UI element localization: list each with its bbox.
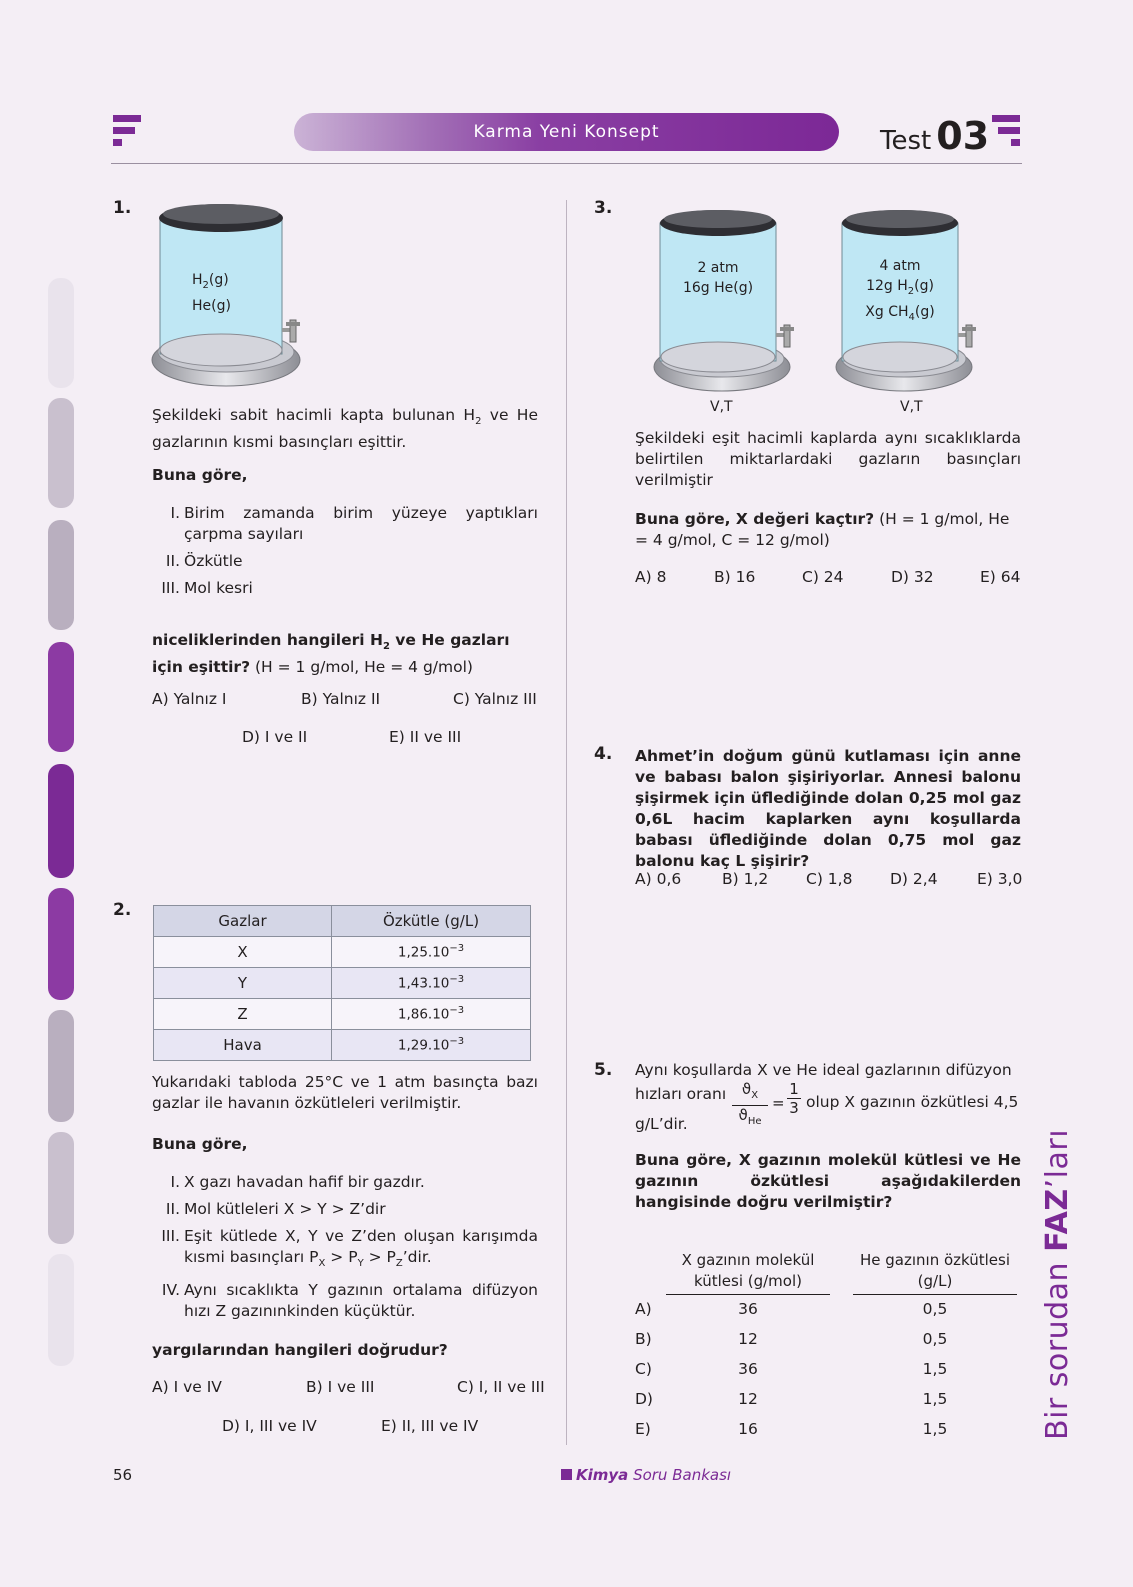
q2-item-2: Mol kütleleri X > Y > Z’dir (184, 1200, 386, 1218)
q5-number: 5. (594, 1060, 613, 1080)
q5-option-e[interactable]: E) 16 1,5 (635, 1420, 948, 1438)
q5-option-table (635, 1300, 1017, 1450)
q4-option-c[interactable]: C) 1,8 (806, 870, 853, 888)
q3-vt-label-1: V,T (710, 399, 733, 415)
q1-question: niceliklerinden hangileri $H_2$ ve He gazları için eşittir? (H = 1 g/mol, He = 4 g/mol) (152, 631, 510, 677)
q5-option-b[interactable]: B) 12 0,5 (635, 1330, 948, 1348)
q3-option-c[interactable]: C) 24 (802, 568, 844, 586)
q3-option-a[interactable]: A) 8 (635, 568, 667, 586)
q1-option-b[interactable]: B) Yalnız II (301, 690, 381, 708)
square-bullet-icon (561, 1469, 572, 1480)
q1-number: 1. (113, 198, 132, 218)
table-row: Y $1,43.10^{-3}$ (154, 968, 531, 999)
q5-one-third: 1 3 (787, 1080, 801, 1117)
q4-option-d[interactable]: D) 2,4 (890, 870, 938, 888)
table-row: Z $1,86.10^{-3}$ (154, 999, 531, 1030)
side-tab-6 (48, 888, 74, 1000)
q5-ratio-prefix: hızları oranı (635, 1085, 727, 1103)
side-tab-2 (48, 398, 74, 508)
q2-number: 2. (113, 900, 132, 920)
q2-option-e[interactable]: E) II, III ve IV (381, 1417, 479, 1435)
q2-question: yargılarından hangileri doğrudur? (152, 1341, 448, 1359)
q1-option-a[interactable]: A) Yalnız I (152, 690, 227, 708)
side-tab-1 (48, 278, 74, 388)
q3-container-1-label: 2 atm 16g He(g) (682, 260, 754, 296)
section-title-bar (294, 113, 839, 151)
q1-item-3: Mol kesri (184, 579, 253, 597)
test-number: 03 (936, 114, 990, 158)
q1-item-1: Birim zamanda birim yüzeye yaptıkları çarpma sayıları (184, 504, 538, 543)
table-row: X $1,25.10^{-3}$ (154, 937, 531, 968)
column-divider (566, 200, 567, 1445)
side-tab-9 (48, 1254, 74, 1366)
q5-option-a[interactable]: A) 36 0,5 (635, 1300, 948, 1318)
q1-option-e[interactable]: E) II ve III (389, 728, 462, 746)
footer-book-title: Kimya Soru Bankası (561, 1466, 731, 1484)
q2-option-b[interactable]: B) I ve III (306, 1378, 375, 1396)
q3-vt-label-2: V,T (900, 399, 923, 415)
q3-question: Buna göre, X değeri kaçtır? (H = 1 g/mol, He = 4 g/mol, C = 12 g/mol) (635, 510, 1010, 549)
section-title: Karma Yeni Konsept (473, 122, 660, 142)
q5-ratio-fraction: $ϑ_X$ $ϑ_{He}$ (732, 1080, 768, 1131)
q5-line3: g/L’dir. (635, 1115, 688, 1133)
logo-right-icon (992, 115, 1022, 151)
q3-container-2-label: 4 atm 12g $H_2(g)$ Xg $CH_4(g)$ (865, 258, 935, 323)
side-tab-3 (48, 520, 74, 630)
q2-item-3: Eşit kütlede X, Y ve Z’den oluşan karışımda kısmi basınçları $P_X > P_Y$ > $P_Z’dir$. (184, 1227, 538, 1270)
table-row: Hava $1,29.10^{-3}$ (154, 1030, 531, 1061)
q5-col1-header: X gazının molekül kütlesi (g/mol) (666, 1250, 830, 1295)
q2-density-table (153, 905, 531, 1061)
q2-option-c[interactable]: C) I, II ve III (457, 1378, 545, 1396)
q2-option-d[interactable]: D) I, III ve IV (222, 1417, 317, 1435)
q2-header-gas: Gazlar (154, 906, 332, 937)
test-label: Test 03 (880, 114, 990, 158)
q4-option-a[interactable]: A) 0,6 (635, 870, 682, 888)
q2-option-a[interactable]: A) I ve IV (152, 1378, 222, 1396)
q1-gas-labels (192, 270, 231, 317)
side-tab-7 (48, 1010, 74, 1122)
q4-number: 4. (594, 744, 613, 764)
q4-question: Ahmet’in doğum günü kutlaması için anne ve babası balon şişiriyorlar. Annesi balonu şişirmek için üflediğinde dolan 0,25 mol gaz 0,6L hacim kaplarken aynı koşullarda babası üflediğinde dolan 0,75 mol gaz balonu kaç L şişirir? (635, 747, 1021, 870)
q1-items: I. Birim zamanda birim yüzeye yaptıkları çarpma sayıları II. Özkütle III. Mol kesri (161, 504, 538, 597)
side-tab-5 (48, 764, 74, 878)
q5-equals: = (772, 1094, 785, 1112)
q1-item-2: Özkütle (184, 552, 243, 570)
q1-gas1-label: $H_2(g)$ (192, 272, 229, 291)
q1-gas2-label: He(g) (192, 297, 231, 314)
q5-option-c[interactable]: C) 36 1,5 (635, 1360, 948, 1378)
q5-option-d[interactable]: D) 12 1,5 (635, 1390, 948, 1408)
q5-ratio-suffix: olup X gazının özkütlesi 4,5 (806, 1093, 1019, 1111)
q3-option-b[interactable]: B) 16 (714, 568, 756, 586)
q3-container-1-illustration (652, 205, 812, 400)
q4-option-b[interactable]: B) 1,2 (722, 870, 769, 888)
q3-option-e[interactable]: E) 64 (980, 568, 1021, 586)
q3-option-d[interactable]: D) 32 (891, 568, 934, 586)
q1-text: Şekildeki sabit hacimli kapta bulunan $H_2$ ve He gazlarının kısmi basınçları eşittir. (152, 406, 538, 452)
q5-line1: Aynı koşullarda X ve He ideal gazlarının difüzyon (635, 1061, 1012, 1079)
header-rule (111, 163, 1022, 164)
side-tab-8 (48, 1132, 74, 1244)
side-tab-4 (48, 642, 74, 752)
page-number: 56 (113, 1466, 133, 1484)
q2-text: Yukarıdaki tabloda 25°C ve 1 atm basınçta bazı gazlar ile havanın özkütleleri verilmiştir. (152, 1073, 538, 1112)
q2-item-4: Aynı sıcaklıkta Y gazının ortalama difüzyon hızı Z gazınınkinden küçüktür. (184, 1281, 538, 1321)
q2-items: I. X gazı havadan hafif bir gazdır. II. Mol kütleleri X > Y > Z’dir III. Eşit kütlede X, Y ve Z’den oluşan karışımda kısmi basınçları $P_X > P_Y$ > $P_Z’dir$. IV. Aynı sıcaklıkta Y gazının ortalama difüzyon hızı Z gazınınkinden küçüktür. (161, 1173, 538, 1321)
q2-lead: Buna göre, (152, 1135, 248, 1153)
q5-question: Buna göre, X gazının molekül kütlesi ve He gazının özkütlesi aşağıdakilerden hangisinde doğru verilmiştir? (635, 1151, 1021, 1211)
q3-text: Şekildeki eşit hacimli kaplarda aynı sıcaklıklarda belirtilen miktarlardaki gazların basınçları verilmiştir (635, 429, 1021, 489)
side-slogan: Bir sorudan FAZ’ları (1040, 1128, 1075, 1440)
q1-option-c[interactable]: C) Yalnız III (453, 690, 537, 708)
q1-lead: Buna göre, (152, 466, 248, 484)
q1-option-d[interactable]: D) I ve II (242, 728, 308, 746)
q3-number: 3. (594, 198, 613, 218)
q2-header-density: Özkütle (g/L) (332, 906, 531, 937)
logo-left-icon (113, 115, 143, 151)
q2-item-1: X gazı havadan hafif bir gazdır. (184, 1173, 425, 1191)
q5-col2-header: He gazının özkütlesi (g/L) (853, 1250, 1017, 1295)
q4-option-e[interactable]: E) 3,0 (977, 870, 1023, 888)
